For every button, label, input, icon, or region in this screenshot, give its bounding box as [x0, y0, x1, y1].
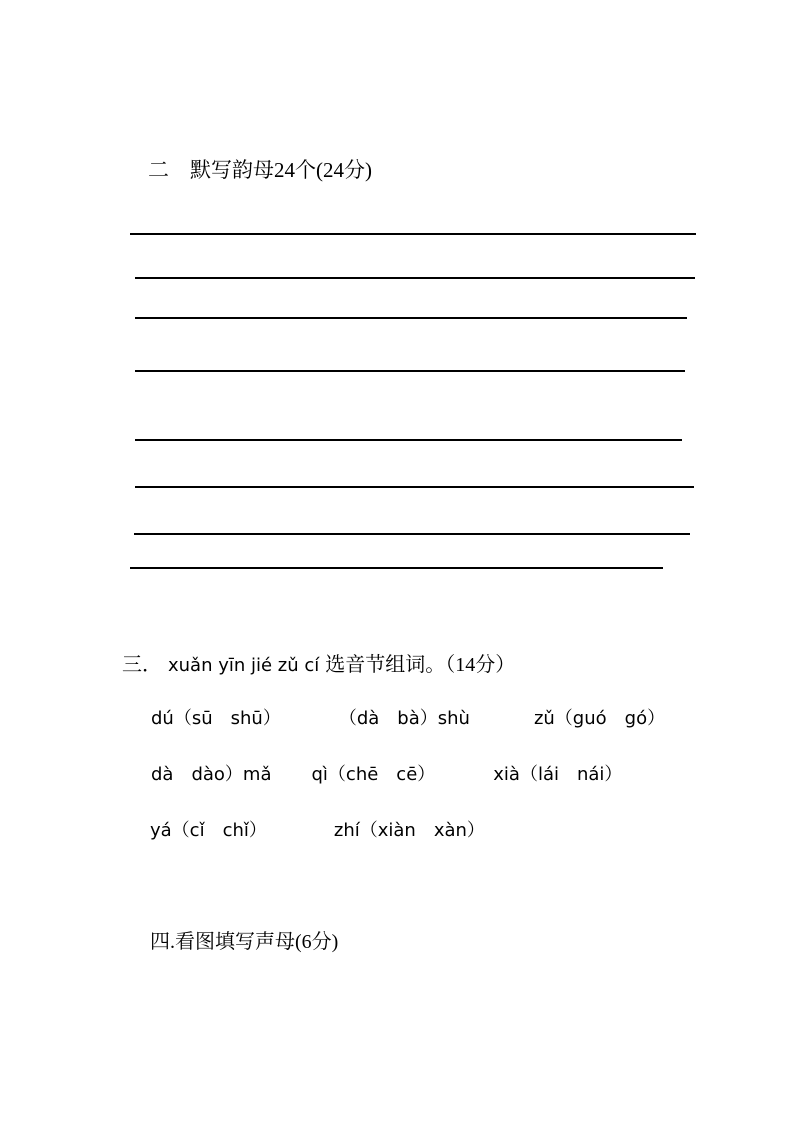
choice-du-su-shu[interactable]: dú（sū shū）	[151, 708, 281, 729]
writing-line-4[interactable]	[135, 370, 685, 372]
choice-da-ba-shu[interactable]: （dà bà）shù	[338, 708, 470, 729]
section3-heading-pinyin: xuǎn yīn jié zǔ cí	[168, 655, 320, 676]
pinyin-choice-row-3	[150, 819, 485, 843]
writing-line-2[interactable]	[135, 277, 695, 279]
pinyin-choice-row-1	[151, 707, 665, 731]
writing-line-3[interactable]	[135, 317, 687, 319]
section3-heading-number: 三．	[122, 654, 162, 676]
section2-heading: 二 默写韵母24个(24分)	[148, 158, 372, 182]
writing-line-8[interactable]	[130, 567, 663, 569]
writing-line-6[interactable]	[135, 486, 694, 488]
section3-heading	[122, 652, 515, 679]
choice-da-dao-ma[interactable]: dà dào）mǎ	[151, 764, 272, 785]
choice-zu-guo-go[interactable]: zǔ（guó gó）	[533, 708, 666, 729]
section3-heading-text: 选音节组词。（14分）	[325, 654, 516, 676]
choice-qi-che-ce[interactable]: qì（chē cē）	[311, 764, 436, 785]
choice-ya-ci-chi[interactable]: yá（cǐ chǐ）	[150, 820, 267, 841]
writing-line-7[interactable]	[134, 533, 690, 535]
pinyin-choice-row-2	[151, 763, 622, 787]
section4-heading: 四.看图填写声母(6分)	[150, 931, 339, 953]
writing-line-5[interactable]	[135, 439, 682, 441]
writing-line-1[interactable]	[130, 233, 696, 235]
choice-zhi-xian-xan[interactable]: zhí（xiàn xàn）	[333, 820, 485, 841]
choice-xia-lai-nai[interactable]: xià（lái nái）	[493, 764, 623, 785]
